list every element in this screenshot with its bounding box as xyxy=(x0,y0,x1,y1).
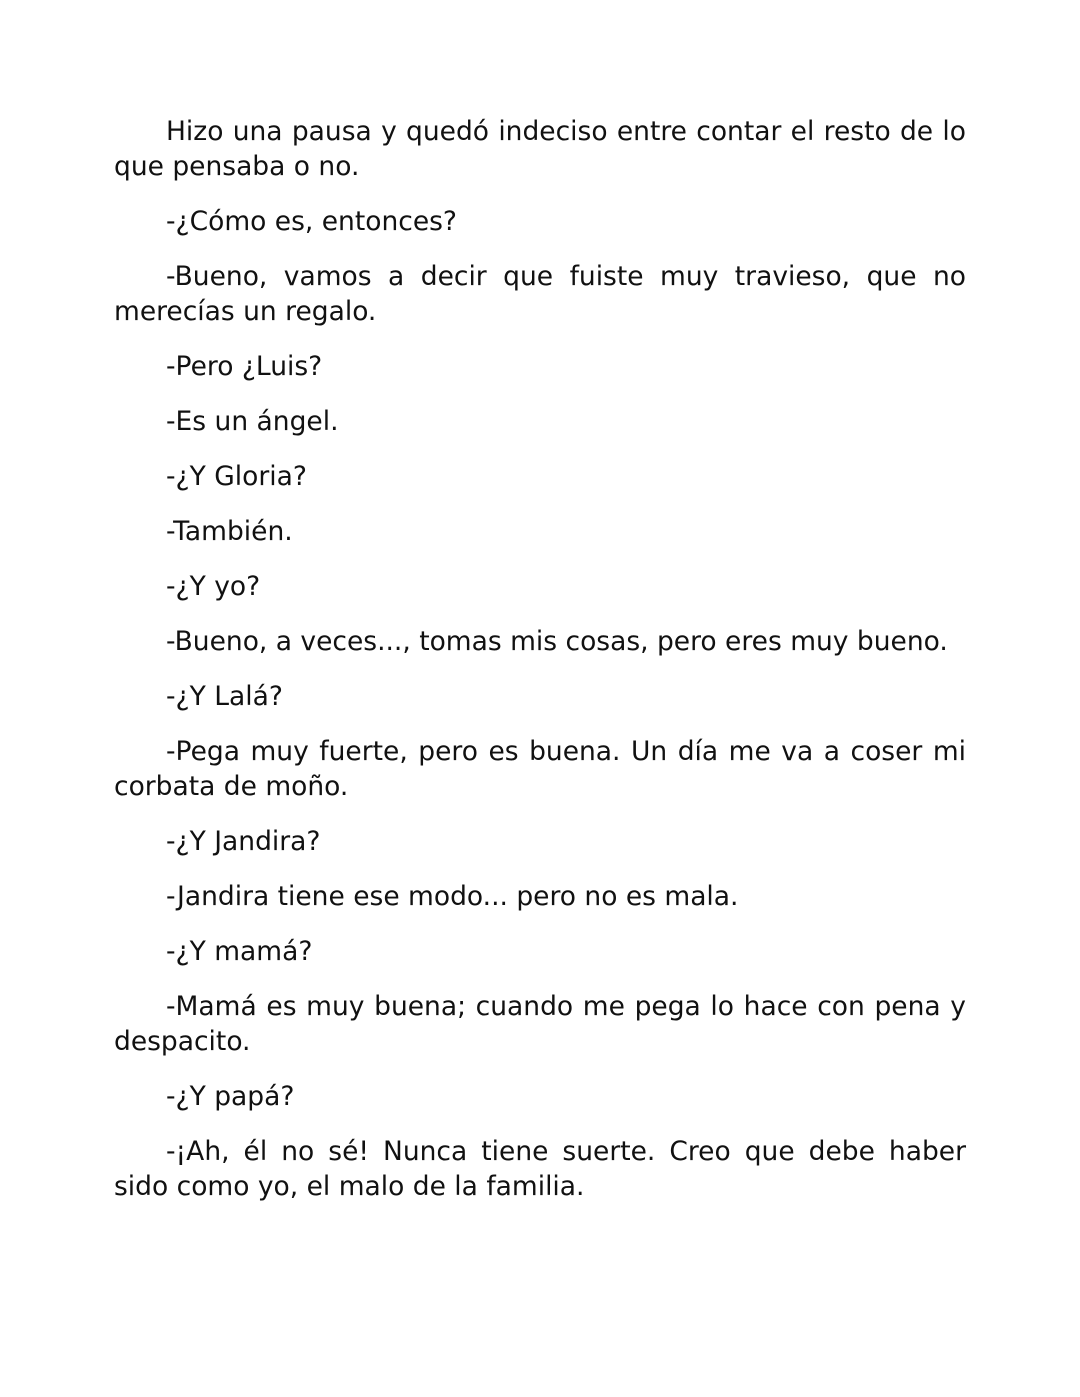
paragraph: -Bueno, a veces..., tomas mis cosas, pero eres muy bueno. xyxy=(166,626,948,657)
paragraph: -¿Y mamá? xyxy=(166,936,313,967)
paragraph: -¿Y Gloria? xyxy=(166,461,307,492)
paragraph: -También. xyxy=(166,516,293,547)
paragraph: Hizo una pausa y quedó indeciso entre contar el resto de lo que pensaba o no. xyxy=(114,116,966,182)
paragraph: -Mamá es muy buena; cuando me pega lo hace con pena y despacito. xyxy=(114,991,966,1057)
paragraph: -Pero ¿Luis? xyxy=(166,351,323,382)
paragraph: -Bueno, vamos a decir que fuiste muy travieso, que no merecías un regalo. xyxy=(114,261,966,327)
paragraph: -Pega muy fuerte, pero es buena. Un día me va a coser mi corbata de moño. xyxy=(114,736,966,802)
document-body xyxy=(114,114,966,1224)
paragraph: -¿Y yo? xyxy=(166,571,261,602)
paragraph: -¡Ah, él no sé! Nunca tiene suerte. Creo que debe haber sido como yo, el malo de la familia. xyxy=(114,1136,966,1202)
paragraph: -¿Y Jandira? xyxy=(166,826,321,857)
paragraph: -¿Cómo es, entonces? xyxy=(166,206,457,237)
paragraph: -¿Y papá? xyxy=(166,1081,295,1112)
paragraph: -Es un ángel. xyxy=(166,406,339,437)
paragraph: -¿Y Lalá? xyxy=(166,681,283,712)
paragraph: -Jandira tiene ese modo... pero no es mala. xyxy=(166,881,739,912)
